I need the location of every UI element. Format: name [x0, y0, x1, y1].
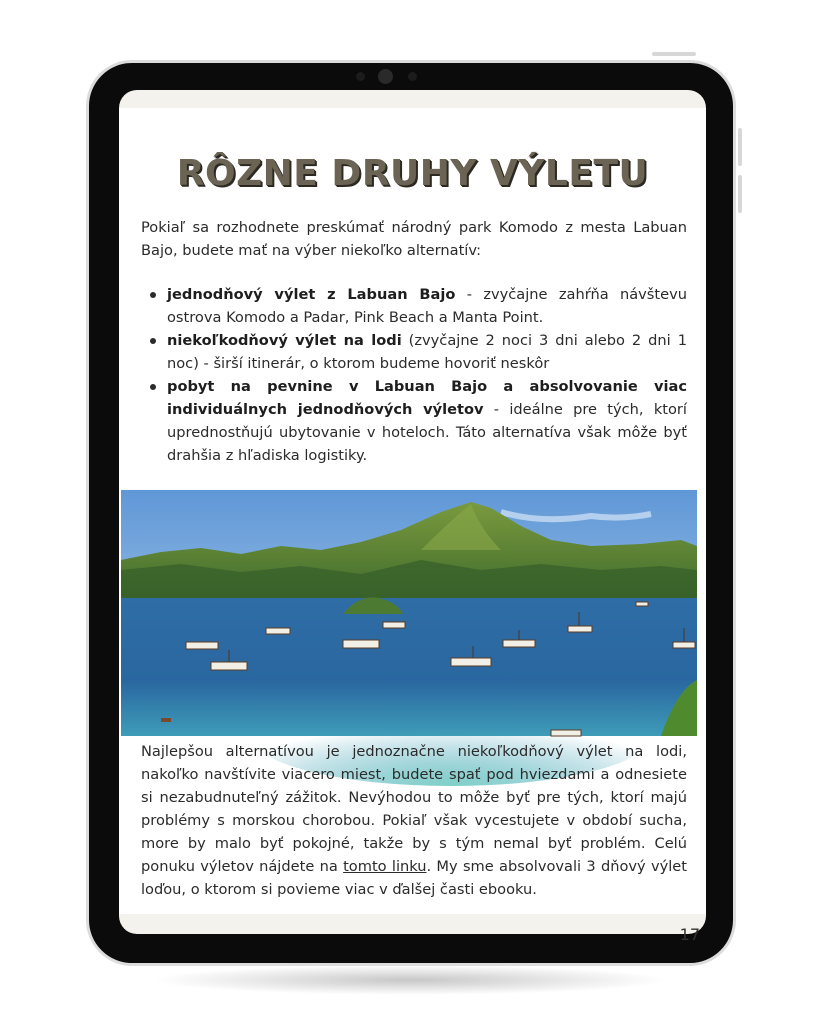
list-item-bold: pobyt na pevnine v Labuan Bajo a absolvovanie viac individuálnych jednodňových výletov [167, 378, 687, 418]
outro-paragraph [141, 740, 687, 901]
trip-types-list [141, 283, 687, 467]
bullet-icon [150, 338, 156, 344]
list-item [141, 329, 687, 375]
sensor-icon [356, 72, 365, 81]
tablet-screen [119, 90, 706, 944]
list-item [141, 375, 687, 467]
tour-offer-link[interactable]: tomto linku [343, 858, 427, 875]
list-item-bold: jednodňový výlet z Labuan Bajo [167, 286, 456, 303]
page-title: RÔZNE DRUHY VÝLETU [176, 153, 649, 194]
volume-up-button [738, 128, 742, 166]
list-item-text: - zvyčajne zahŕňa návštevu ostrova Komodo a Padar, Pink Beach a Manta Point. [167, 286, 687, 326]
intro-paragraph: Pokiaľ sa rozhodnete preskúmať národný park Komodo z mesta Labuan Bajo, budete mať na výber niekoľko alternatív: [141, 219, 687, 259]
camera-icon [378, 69, 393, 84]
list-item [141, 283, 687, 329]
device-shadow [150, 965, 670, 995]
list-item-text: - ideálne pre tých, ktorí uprednostňujú ubytovanie v hoteloch. Táto alternatíva však môže byť drahšia z hľadiska logistiky. [167, 401, 687, 464]
volume-down-button [738, 175, 742, 213]
bullet-icon [150, 292, 156, 298]
list-item-bold: niekoľkodňový výlet na lodi [167, 332, 402, 349]
power-button [652, 52, 696, 56]
bay-photo [121, 490, 697, 736]
ebook-page [119, 108, 706, 944]
light-sensor-icon [408, 72, 417, 81]
landscape-illustration [121, 490, 697, 736]
bullet-icon [150, 384, 156, 390]
list-item-text: (zvyčajne 2 noci 3 dni alebo 2 dni 1 noc) - širší itinerár, o ktorom budeme hovoriť neskôr [167, 332, 687, 372]
outro-text-end: . My sme absolvovali 3 dňový výlet loďou, o ktorom si povieme viac v ďalšej časti ebooku. [141, 858, 687, 898]
outro-text: Najlepšou alternatívou je jednoznačne niekoľkodňový výlet na lodi, nakoľko navštívite viacero miest, budete spať pod hviezdami a odnesiete si nezabudnuteľný zážitok. Nevýhodou to môže byť pre tých, ktorí majú problémy s morskou chorobou. Pokiaľ však vycestujete v období sucha, more by malo byť pokojné, takže by s tým nemal byť problém. Celú ponuku výletov nájdete na [141, 743, 687, 875]
page-number: 17 [679, 925, 700, 944]
